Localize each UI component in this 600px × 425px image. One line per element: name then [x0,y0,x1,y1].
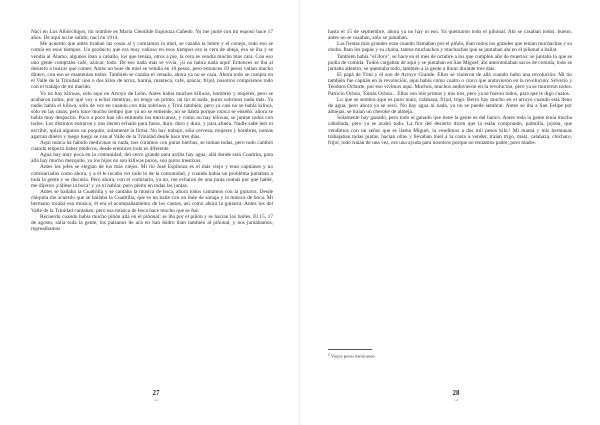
footnote-rule [328,349,372,350]
page-number-right-sub: r-as [453,398,459,402]
footnote-marker: 1 [328,353,330,357]
paragraph: Agua hay muy poca en la comunidad; del cerro grande para arriba hay agua, allá donde está Cuadrita, para allá hay mucho mezquite, ya los hijos no son kiliwas puros, son puros mestizos. [31,152,273,165]
right-page [300,0,600,425]
page-number-left-sub: r-as [153,398,159,402]
paragraph: Lo que se sembra aquí es puro maíz, calabaza, frijol, trigo. Berro hay mucho en el arroyo cuando está lleno de agua, pero ahora ya se secó. No hay agua ni nada, ya no se puede sembrar. Antes se iba a San Felipe por almejas, se traían un cheroke de almeja. [328,96,572,116]
paragraph: También había "el lloro", se hace en el mes de octubre a los que cumplen año de muertos; se juntaba lo que se podía de comida. Todos cargaban de aquí y se juntaban en San Miguel, ahí amontonaban sacos de comida, todo se juntaba adentro; se quemaba todo, también a la gente a llorar durante tres días. [328,53,572,72]
paragraph: Antes se bailaba la Cuadrilla y se cantaba la música de boca, ahora todos cantamos con la guitarra. Desde chiquita me acuerdo que se bailaba la Cuadrilla, que es un baile con un bule de sonaja y la música de boca. Mi hermano tocaba esa música, él era el acompañamiento de los cantos, así como ahora la guitarra. Antes los del Valle de la Trinidad cantaban, pero esa música de boca hace mucho que se fue. [31,189,273,214]
footnote-text: Viejos pesos mexicanos. [330,353,376,359]
paragraph: Me acuerdo que antes tiraban las cosas al y comíamos la miel, se cazaba la liebre y el conejo, todo eso se comía en esos tiempos. Un producto que era muy valioso en esos tiempos era la cera de abeja, ésa se iba y se vendía al Álamo, algunos iban a caballo, los que tenían, otros a pie, la cera se vendía mucho más cara. Con eso uno gente compraba café, azúcar, todo. De eso nada más se vivía, ¡si no había nada aquí! Entonces se iba al desierto a buscar que comer. Antes un bote de miel se vendía en 10 pesos, pero entonces 10 pesos valían mucho dinero, con eso se mantenían todos. También se cazaba el venado, ahora ya no se caza. Ahora todo se compra en el Valle de la Trinidad: uno o dos kilos de arroz, harina, manteca, café, azúcar, frijol, nosotros comprarnos todo con el trabajo de mi marido. [31,41,273,91]
paragraph: hasta el 15 de septiembre, ahora ya no hay ni eso. Ya quemaron todo el piñonal. Ahí se casaban todos; bueno, antes no se casaban, sólo se juntaban. [328,29,572,42]
page-number-right: 28 [452,389,460,397]
paragraph: El papá de Trini y él son de Arroyo Grande. Ellos se vinieron de allá cuando hubo una revolución. Mi tío también fue capitán en la revolución, aquí había como cuatro o cinco que anduvieron en la revolución: Silverio y Teodoro Ochurte, por eso vivimos aquí. Muchos, muchos anduvieron en la revolución, pero ya se murieron todos. Patricio Ochoa, Tomás Ochoa... Ellos son mis primos y mis tíos, pero ya se fueron todos, para qué le digo cuatos. [328,72,572,97]
page-number-left: 27 [152,389,160,397]
paragraph: Las fiestas más grandes eran cuando llamaban por el piñón, iban todos los grandes que tenían muchachas y su choba. Iban los papás y su choba, tantos muchachos y muchachas que se juntaban ahí en el piñonal a bailar. [328,41,572,54]
paragraph: Recuerdo cuando había mucho piñón allá en el piñonal; se iba por el piñón y se hacían los bailes. El 15, 17 de agosto, salía toda la gente, los paisanos de acá en San Isidro iban también al piñonal, y nos juntábamos, regresábamos [31,213,273,232]
paragraph: Nací en Los Albórchigos, mi nombre es María Cleotilde Espinoza Cañedo. Yo me junté con mi esposo hace 17 años. De aquí no he salido, nací en 1914. [31,29,273,42]
left-text-column [31,29,273,232]
paragraph: Yo no hay kiliwas, sólo aquí en Arroyo de León. Antes había muchos kiliwas, hombres y mujeres, pero se acabaron todos, por qué voy a echar mentiras, no tengo un primo, un tío ni nada, puros sobrinos nada más. Ya nadie habla el kiliwa, sólo de vez en cuando con mis sobrinos y Trini también, pero ya casi no se habla kiliwa, sólo en las casas, pero hace mucho tiempo que ya no se entiende, no se habla porque nunca se enseñó, ahora se habla muy despacito. Poco a poco han ido entrando los mexicanos, y como no hay kiliwas, se juntan todos con todos. Los distintos entraron y nos tienen echado para fuera, duro, duro y duro, y para afuera. Nadie sabe leer ni escribir, quizá algunos un poquito, solamente la firma. No hay trabajo, sólo cerveza, mujeres y hombres, nomás agarran dinero y luego luego se van al Valle de la Trinidad desde hace tres días. [31,90,273,140]
paragraph: Solamente hay ganado, pero todo el ganado que tiene la gente es del banco. Antes toda la gente tenía mucha caballada, pero ya se acabó todo. La flor del desierto dicen que la están comprando, palmilla, jojoba, que vendimos con un señor que se llama Miguel, la vendimos a dos mil pesos kilo.¹ Mi mamá y mis hermanas trabajaban todas juntas, hacían ollas y llevaban miel a la costa a vender, traían trigo, maíz, calabaza, chícharo, frijol, todo traían de una vez, era una ayuda para nosotros porque no teníamos padre, puro madre. [328,115,572,146]
right-text-column [328,29,572,146]
paragraph: Antes los jefes se elegían de los más viejos. Mi tío José Espinoza es el más viejo y eran capitanes y no comisariados como ahora, y a él le tocaba ver todo lo de la comunidad, y cuando había un problema juntaban a toda la gente y se discutía. Pero ahora, con el comisario, ya no, me echaron de una junta nomás por que hablé, me dijeron ¡cállese la boca! y ya ni hablar, puro pleito en todas las juntas. [31,164,273,189]
paragraph: Aquí nunca ha habido medicinas ni nada, nos curamos con puras hierbas, se toman todas, pero todo cambió cuando empezó haber médicos, desde entonces todo es diferente. [31,139,273,152]
footnote [328,353,568,359]
